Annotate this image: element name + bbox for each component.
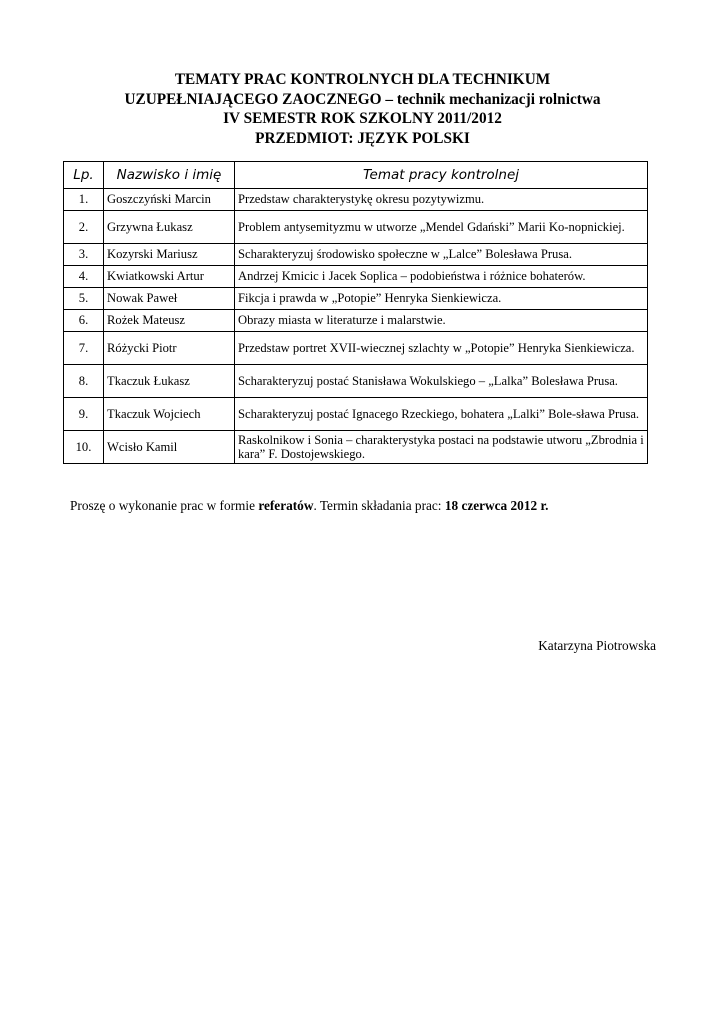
row-lp: 6. <box>64 310 104 332</box>
row-name: Rożek Mateusz <box>104 310 235 332</box>
header-topic: Temat pracy kontrolnej <box>235 162 648 189</box>
submission-note <box>70 498 548 514</box>
row-name: Kwiatkowski Artur <box>104 266 235 288</box>
row-name: Kozyrski Mariusz <box>104 244 235 266</box>
heading-line-4: PRZEDMIOT: JĘZYK POLSKI <box>255 129 470 147</box>
note-text-2: . Termin składania prac: <box>313 498 445 513</box>
row-topic: Przedstaw portret XVII-wiecznej szlachty w „Potopie” Henryka Sienkiewicza. <box>235 332 648 365</box>
row-topic: Problem antysemityzmu w utworze „Mendel Gdański” Marii Ko-nopnickiej. <box>235 211 648 244</box>
note-format: referatów <box>258 498 314 513</box>
table-row <box>64 211 648 244</box>
table-row <box>64 310 648 332</box>
header-lp: Lp. <box>64 162 104 189</box>
row-lp: 10. <box>64 431 104 464</box>
document-heading <box>40 70 685 148</box>
row-name: Wcisło Kamil <box>104 431 235 464</box>
row-name: Tkaczuk Wojciech <box>104 398 235 431</box>
heading-line-3: IV SEMESTR ROK SZKOLNY 2011/2012 <box>223 110 502 127</box>
heading-line-2: UZUPEŁNIAJĄCEGO ZAOCZNEGO – technik mechanizacji rolnictwa <box>124 90 601 108</box>
row-name: Goszczyński Marcin <box>104 189 235 211</box>
row-topic: Scharakteryzuj postać Stanisława Wokulskiego – „Lalka” Bolesława Prusa. <box>235 365 648 398</box>
row-topic: Andrzej Kmicic i Jacek Soplica – podobieństwa i różnice bohaterów. <box>235 266 648 288</box>
row-topic: Scharakteryzuj postać Ignacego Rzeckiego, bohatera „Lalki” Bole-sława Prusa. <box>235 398 648 431</box>
row-name: Tkaczuk Łukasz <box>104 365 235 398</box>
author-signature: Katarzyna Piotrowska <box>538 638 656 653</box>
table-row <box>64 288 648 310</box>
row-lp: 3. <box>64 244 104 266</box>
row-lp: 8. <box>64 365 104 398</box>
row-lp: 9. <box>64 398 104 431</box>
row-lp: 4. <box>64 266 104 288</box>
row-topic: Scharakteryzuj środowisko społeczne w „Lalce” Bolesława Prusa. <box>235 244 648 266</box>
table-row <box>64 365 648 398</box>
row-topic: Obrazy miasta w literaturze i malarstwie. <box>235 310 648 332</box>
row-lp: 1. <box>64 189 104 211</box>
topics-table <box>63 161 648 464</box>
row-name: Grzywna Łukasz <box>104 211 235 244</box>
row-topic: Raskolnikow i Sonia – charakterystyka postaci na podstawie utworu „Zbrodnia i kara” F. Dostojewskiego. <box>235 431 648 464</box>
heading-line-1: TEMATY PRAC KONTROLNYCH DLA TECHNIKUM <box>174 71 551 88</box>
row-name: Nowak Paweł <box>104 288 235 310</box>
table-row <box>64 189 648 211</box>
note-text-1: Proszę o wykonanie prac w formie <box>70 498 259 513</box>
row-topic: Fikcja i prawda w „Potopie” Henryka Sienkiewicza. <box>235 288 648 310</box>
table-row <box>64 398 648 431</box>
row-name: Różycki Piotr <box>104 332 235 365</box>
row-topic: Przedstaw charakterystykę okresu pozytywizmu. <box>235 189 648 211</box>
row-lp: 7. <box>64 332 104 365</box>
table-row <box>64 332 648 365</box>
table-row <box>64 244 648 266</box>
row-lp: 5. <box>64 288 104 310</box>
note-deadline: 18 czerwca 2012 r. <box>444 498 549 513</box>
table-row <box>64 266 648 288</box>
table-header-row <box>64 162 648 189</box>
row-lp: 2. <box>64 211 104 244</box>
header-name: Nazwisko i imię <box>104 162 235 189</box>
table-row <box>64 431 648 464</box>
